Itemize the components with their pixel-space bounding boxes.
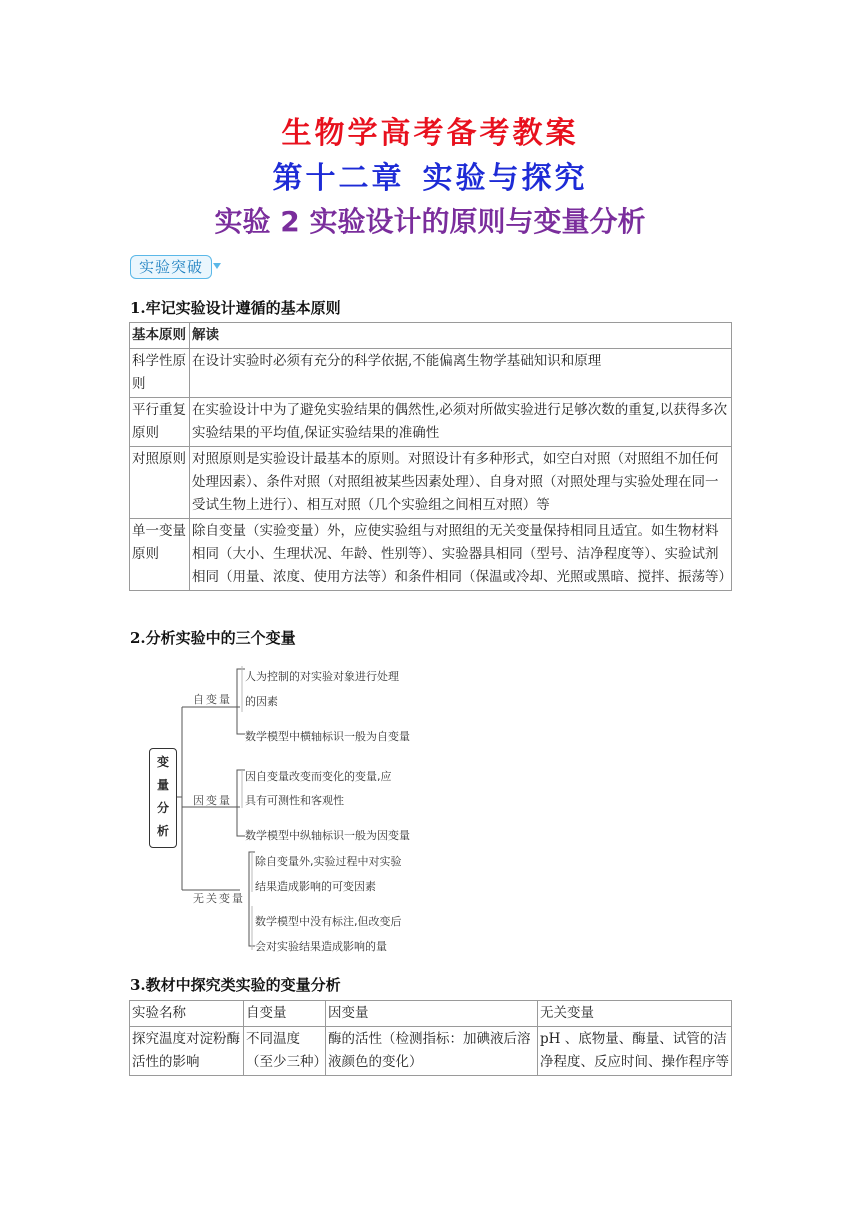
document-title: 生物学高考备考教案 bbox=[281, 116, 579, 151]
table-header-cell: 基本原则 bbox=[130, 323, 190, 349]
table-header-cell: 因变量 bbox=[326, 1001, 538, 1027]
branch-item: 结果造成影响的可变因素 bbox=[255, 880, 376, 893]
principle-desc: 对照原则是实验设计最基本的原则。对照设计有多种形式，如空白对照（对照组不加任何处理因素）、条件对照（对照组被某些因素处理）、自身对照（对照处理与实验处理在同一受试生物上进行）、相互对照（几个实验组之间相互对照）等 bbox=[190, 447, 732, 519]
table-header-cell: 自变量 bbox=[244, 1001, 326, 1027]
root-char: 析 bbox=[156, 824, 169, 838]
branch-item: 会对实验结果造成影响的量 bbox=[255, 940, 387, 953]
branch-label-irrelevant: 无关变量 bbox=[193, 892, 245, 905]
table-header-cell: 无关变量 bbox=[538, 1001, 732, 1027]
variables-table bbox=[129, 1000, 732, 1076]
experiment-name: 探究温度对淀粉酶活性的影响 bbox=[130, 1027, 244, 1076]
table-row bbox=[130, 1027, 732, 1076]
table-row bbox=[130, 447, 732, 519]
principle-desc: 在设计实验时必须有充分的科学依据,不能偏离生物学基础知识和原理 bbox=[190, 349, 732, 398]
table-header-cell: 解读 bbox=[190, 323, 732, 349]
root-char: 变 bbox=[156, 755, 169, 769]
principles-table bbox=[129, 322, 732, 591]
section-badge: 实验突破 bbox=[130, 255, 212, 279]
mind-map-root bbox=[149, 748, 177, 848]
root-char: 分 bbox=[156, 801, 169, 815]
branch-item: 数学模型中没有标注,但改变后 bbox=[255, 915, 402, 928]
branch-item: 数学模型中纵轴标识一般为因变量 bbox=[245, 829, 410, 842]
branch-item: 人为控制的对实验对象进行处理 bbox=[245, 670, 399, 683]
principle-name: 对照原则 bbox=[130, 447, 190, 519]
section3-heading: 3.教材中探究类实验的变量分析 bbox=[130, 976, 341, 994]
chapter-number: 第十二章 bbox=[272, 161, 405, 196]
branch-item: 因自变量改变而变化的变量,应 bbox=[245, 770, 392, 783]
section1-heading: 1.牢记实验设计遵循的基本原则 bbox=[130, 299, 341, 317]
chapter-title bbox=[0, 153, 860, 197]
branch-item: 数学模型中横轴标识一般为自变量 bbox=[245, 730, 410, 743]
dependent-variable: 酶的活性（检测指标：加碘液后溶液颜色的变化） bbox=[326, 1027, 538, 1076]
section2-heading: 2.分析实验中的三个变量 bbox=[130, 629, 296, 647]
independent-variable: 不同温度（至少三种） bbox=[244, 1027, 326, 1076]
principle-desc: 在实验设计中为了避免实验结果的偶然性,必须对所做实验进行足够次数的重复,以获得多次实验结果的平均值,保证实验结果的准确性 bbox=[190, 398, 732, 447]
principle-name: 科学性原则 bbox=[130, 349, 190, 398]
table-row bbox=[130, 519, 732, 591]
table-header-cell: 实验名称 bbox=[130, 1001, 244, 1027]
table-header-row bbox=[130, 323, 732, 349]
badge-arrow-icon bbox=[213, 263, 221, 269]
root-char: 量 bbox=[156, 778, 169, 792]
branch-label-independent: 自变量 bbox=[193, 693, 232, 706]
experiment-title: 实验 2 实验设计的原则与变量分析 bbox=[214, 205, 646, 238]
table-header-row bbox=[130, 1001, 732, 1027]
chapter-name: 实验与探究 bbox=[422, 161, 588, 196]
principle-name: 单一变量原则 bbox=[130, 519, 190, 591]
branch-item: 除自变量外,实验过程中对实验 bbox=[255, 855, 402, 868]
principle-desc: 除自变量（实验变量）外，应使实验组与对照组的无关变量保持相同且适宜。如生物材料相同（大小、生理状况、年龄、性别等）、实验器具相同（型号、洁净程度等）、实验试剂相同（用量、浓度、使用方法等）和条件相同（保温或冷却、光照或黑暗、搅拌、振荡等） bbox=[190, 519, 732, 591]
branch-item: 具有可测性和客观性 bbox=[245, 794, 344, 807]
principle-name: 平行重复原则 bbox=[130, 398, 190, 447]
branch-item: 的因素 bbox=[245, 695, 278, 708]
irrelevant-variable: pH 、底物量、酶量、试管的洁净程度、反应时间、操作程序等 bbox=[538, 1027, 732, 1076]
table-row bbox=[130, 349, 732, 398]
branch-label-dependent: 因变量 bbox=[193, 794, 232, 807]
variable-mind-map bbox=[145, 662, 445, 962]
table-row bbox=[130, 398, 732, 447]
